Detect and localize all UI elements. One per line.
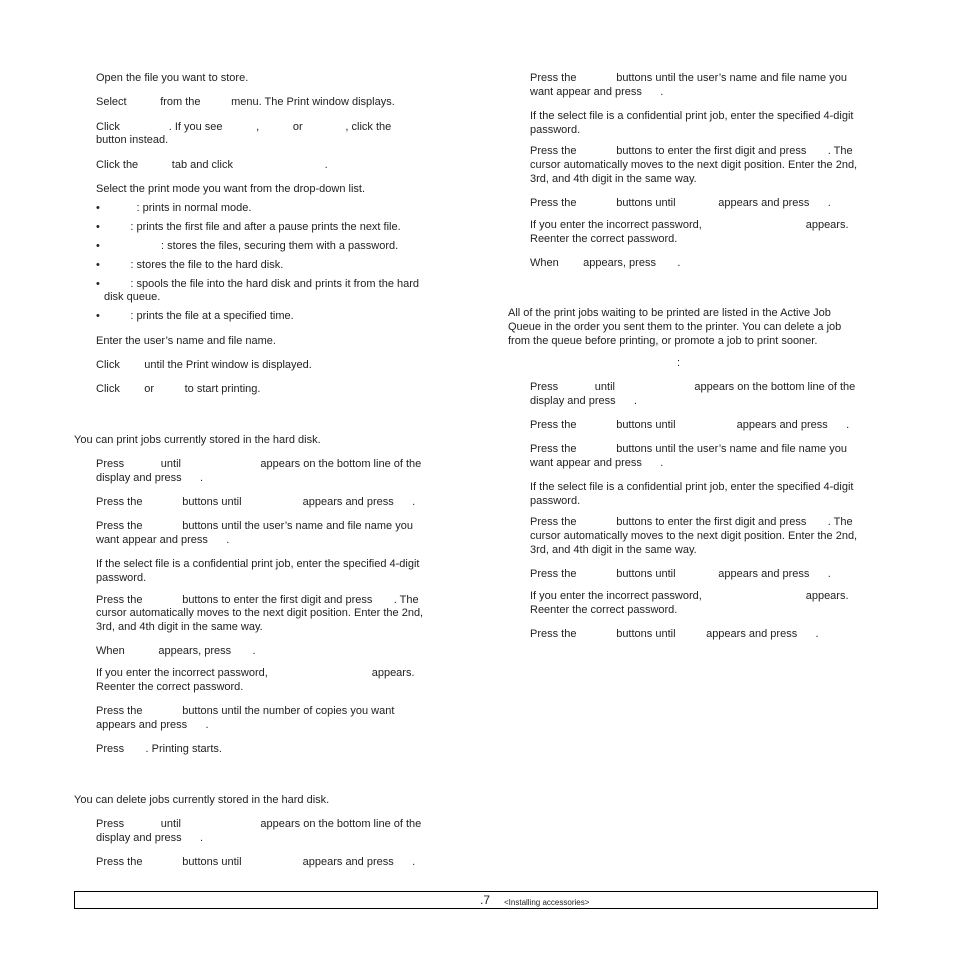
delete-step-7: If you enter the incorrect password, appears. — [530, 219, 849, 231]
delete-step-7-cont: Reenter the correct password. — [530, 233, 678, 245]
print-step-6: When appears, press . — [96, 645, 256, 657]
print-step-1-cont: display and press . — [96, 472, 203, 484]
mode-bullet-spool-cont: disk queue. — [104, 291, 161, 303]
delete-step-5-cont-1: cursor automatically moves to the next digit position. Enter the 2nd, — [530, 159, 858, 171]
queue-step-5-cont-2: 3rd, and 4th digit in the same way. — [530, 544, 697, 556]
print-step-4-cont: password. — [96, 572, 147, 584]
queue-step-1-cont: display and press . — [530, 395, 637, 407]
delete-step-5-cont-2: 3rd, and 4th digit in the same way. — [530, 173, 697, 185]
queue-step-2: Press the buttons until appears and press . — [530, 419, 850, 431]
chapter-title: <Installing accessories> — [504, 898, 590, 907]
mode-bullet-normal: • : prints in normal mode. — [96, 202, 252, 214]
store-step-5: Select the print mode you want from the drop-down list. — [96, 183, 366, 195]
queue-step-8: Press the buttons until appears and press . — [530, 628, 819, 640]
page-number: .7 — [480, 893, 491, 907]
print-step-8: Press the buttons until the number of copies you want — [96, 705, 395, 717]
print-step-4: If the select file is a confidential print job, enter the specified 4-digit — [96, 558, 420, 570]
print-step-7: If you enter the incorrect password, appears. — [96, 667, 415, 679]
queue-step-4-cont: password. — [530, 495, 581, 507]
delete-step-6: Press the buttons until appears and press . — [530, 197, 831, 209]
queue-step-3: Press the buttons until the user’s name and file name you — [530, 443, 847, 455]
print-step-5: Press the buttons to enter the first digit and press . The — [96, 594, 419, 606]
print-step-5-cont-2: 3rd, and 4th digit in the same way. — [96, 621, 263, 633]
queue-step-6: Press the buttons until appears and press . — [530, 568, 831, 580]
print-step-2: Press the buttons until appears and press . — [96, 496, 416, 508]
queue-step-7-cont: Reenter the correct password. — [530, 604, 678, 616]
queue-heading-colon: : — [677, 357, 681, 369]
delete-step-5: Press the buttons to enter the first digit and press . The — [530, 145, 853, 157]
delete-step-1: Press until appears on the bottom line of the — [96, 818, 422, 830]
store-step-1: Open the file you want to store. — [96, 72, 249, 84]
queue-intro-line-1: All of the print jobs waiting to be printed are listed in the Active Job — [508, 307, 831, 319]
mode-bullet-schedule: • : prints the file at a specified time. — [96, 310, 294, 322]
queue-step-4: If the select file is a confidential print job, enter the specified 4-digit — [530, 481, 854, 493]
queue-intro-line-2: Queue in the order you sent them to the printer. You can delete a job — [508, 321, 842, 333]
queue-step-3-cont: want appear and press . — [530, 457, 664, 469]
footer-bar — [74, 891, 878, 909]
store-step-8: Click or to start printing. — [96, 383, 261, 395]
queue-step-5-cont-1: cursor automatically moves to the next digit position. Enter the 2nd, — [530, 530, 858, 542]
print-intro: You can print jobs currently stored in the hard disk. — [74, 434, 321, 446]
delete-step-4-cont: password. — [530, 124, 581, 136]
print-step-9: Press . Printing starts. — [96, 743, 222, 755]
queue-step-1: Press until appears on the bottom line of the — [530, 381, 856, 393]
print-step-1: Press until appears on the bottom line of the — [96, 458, 422, 470]
print-step-7-cont: Reenter the correct password. — [96, 681, 244, 693]
queue-intro-line-3: from the queue before printing, or promote a job to print sooner. — [508, 335, 818, 347]
delete-intro: You can delete jobs currently stored in the hard disk. — [74, 794, 330, 806]
store-step-3-cont: button instead. — [96, 134, 169, 146]
mode-bullet-confidential: • : stores the files, securing them with a password. — [96, 240, 399, 252]
delete-step-8: When appears, press . — [530, 257, 681, 269]
store-step-7: Click until the Print window is displayed. — [96, 359, 312, 371]
delete-step-1-cont: display and press . — [96, 832, 203, 844]
store-step-3: Click . If you see , or , click the — [96, 121, 392, 133]
queue-step-5: Press the buttons to enter the first digit and press . The — [530, 516, 853, 528]
mode-bullet-spool: • : spools the file into the hard disk and prints it from the hard — [96, 278, 420, 290]
delete-step-3-cont: want appear and press . — [530, 86, 664, 98]
print-step-3-cont: want appear and press . — [96, 534, 230, 546]
print-step-5-cont-1: cursor automatically moves to the next digit position. Enter the 2nd, — [96, 607, 424, 619]
mode-bullet-store: • : stores the file to the hard disk. — [96, 259, 284, 271]
store-step-6: Enter the user’s name and file name. — [96, 335, 276, 347]
delete-step-3: Press the buttons until the user’s name and file name you — [530, 72, 847, 84]
store-step-2: Select from the menu. The Print window displays. — [96, 96, 395, 108]
print-step-3: Press the buttons until the user’s name and file name you — [96, 520, 413, 532]
mode-bullet-proof: • : prints the first file and after a pause prints the next file. — [96, 221, 401, 233]
print-step-8-cont: appears and press . — [96, 719, 209, 731]
delete-step-4: If the select file is a confidential print job, enter the specified 4-digit — [530, 110, 854, 122]
delete-step-2: Press the buttons until appears and press . — [96, 856, 416, 868]
queue-step-7: If you enter the incorrect password, appears. — [530, 590, 849, 602]
store-step-4: Click the tab and click . — [96, 159, 328, 171]
